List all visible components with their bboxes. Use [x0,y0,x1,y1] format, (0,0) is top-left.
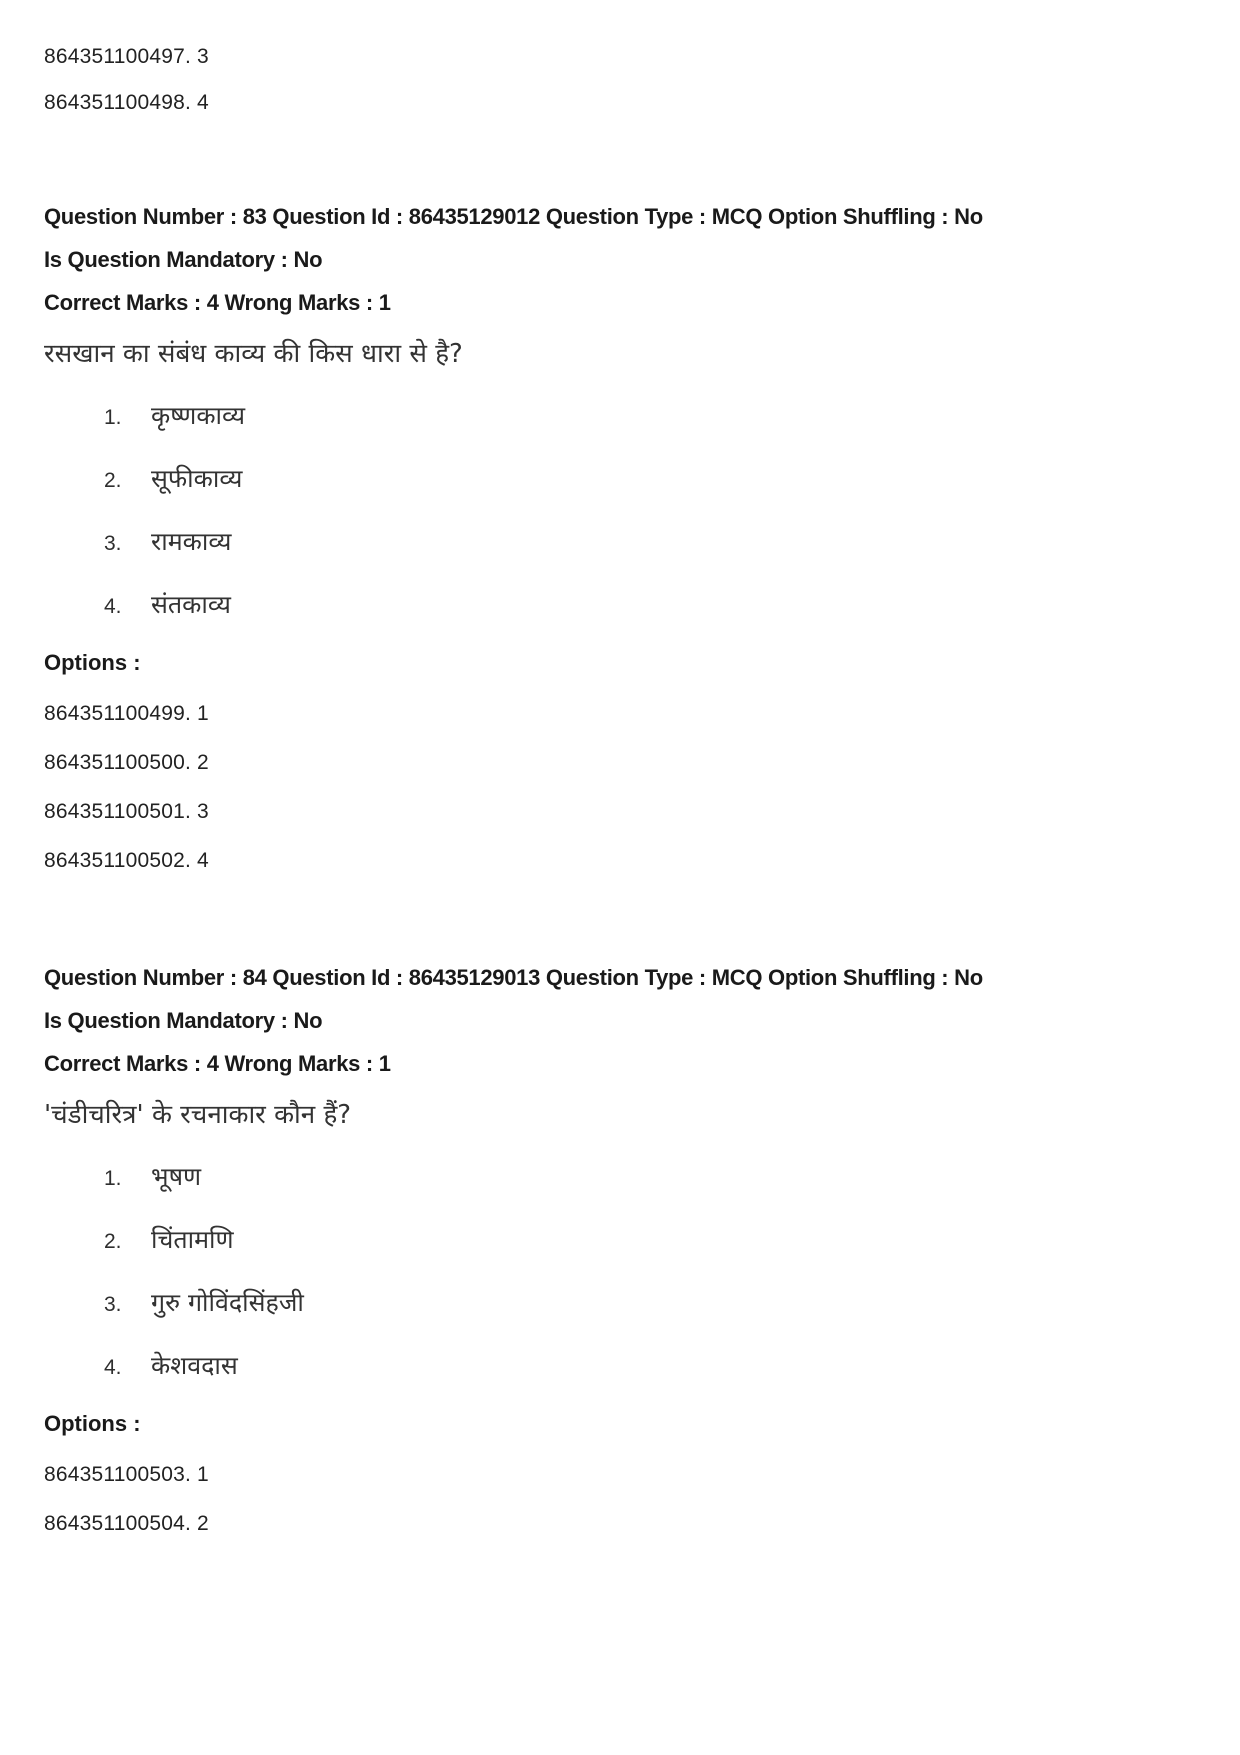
question-marks-line: Correct Marks : 4 Wrong Marks : 1 [44,1051,391,1076]
option-id-line: 864351100498. 4 [44,91,209,114]
choice-item [44,587,1200,621]
choice-text: केशवदास [151,1351,238,1380]
choice-text: गुरु गोविंदसिंहजी [151,1288,304,1317]
option-id-line: 864351100497. 3 [44,45,209,68]
choice-text: सूफीकाव्य [151,464,243,493]
question-text: रसखान का संबंध काव्य की किस धारा से है? [44,339,463,369]
choice-number: 1. [104,1167,122,1190]
question-header: Question Number : 83 Question Id : 86435129012 Question Type : MCQ Option Shuffling : No [44,204,983,229]
choice-number: 4. [104,1356,122,1379]
choice-item [44,524,1200,558]
choice-text: संतकाव्य [151,590,231,619]
option-id-line: 864351100500. 2 [44,751,209,774]
choices-list [44,1159,1200,1382]
previous-question-option-ids [44,46,1200,113]
option-id-line: 864351100504. 2 [44,1512,209,1535]
option-id-line: 864351100501. 3 [44,800,209,823]
choice-number: 3. [104,532,122,555]
question-block-83 [44,195,1200,872]
question-mandatory-line: Is Question Mandatory : No [44,1008,323,1033]
choice-number: 4. [104,595,122,618]
question-block-84 [44,956,1200,1535]
choice-item [44,1348,1200,1382]
choice-item [44,1222,1200,1256]
option-id-line: 864351100499. 1 [44,702,209,725]
choice-item [44,1159,1200,1193]
choice-number: 3. [104,1293,122,1316]
option-id-list [44,1463,1200,1535]
question-text: 'चंडीचरित्र' के रचनाकार कौन हैं? [44,1100,352,1130]
choice-number: 2. [104,1230,122,1253]
choice-text: भूषण [151,1162,202,1191]
question-marks-line: Correct Marks : 4 Wrong Marks : 1 [44,290,391,315]
choice-text: रामकाव्य [151,527,232,556]
option-id-line: 864351100503. 1 [44,1463,209,1486]
choices-list [44,398,1200,621]
choice-item [44,398,1200,432]
choice-item [44,461,1200,495]
choice-number: 2. [104,469,122,492]
question-mandatory-line: Is Question Mandatory : No [44,247,323,272]
option-id-list [44,702,1200,872]
choice-number: 1. [104,406,122,429]
choice-item [44,1285,1200,1319]
choice-text: कृष्णकाव्य [151,401,246,430]
options-label: Options : [44,650,141,675]
choice-text: चिंतामणि [151,1225,234,1254]
question-header: Question Number : 84 Question Id : 86435129013 Question Type : MCQ Option Shuffling : No [44,965,983,990]
options-label: Options : [44,1411,141,1436]
option-id-line: 864351100502. 4 [44,849,209,872]
